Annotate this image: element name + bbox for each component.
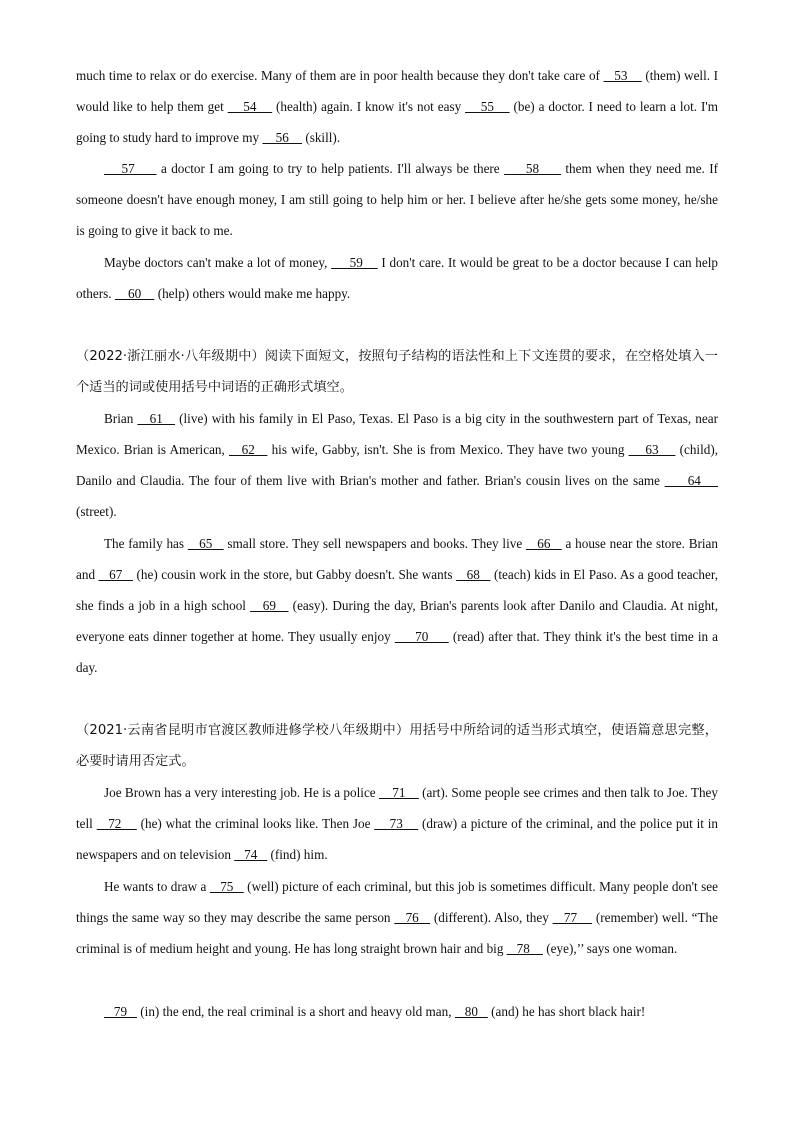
passage-text: Joe Brown has a very interesting job. He is a police [104,785,379,800]
answer-blank: 77 [552,910,593,925]
passage-text: (child), Danilo and Claudia. The four of them live with Brian's mother and father. Brian's cousin lives on the same [76,442,719,488]
answer-blank: 78 [506,941,543,956]
passage-text: Brian [104,411,138,426]
passage-text: (skill). [302,130,341,145]
s3-header: （2021·云南省昆明市官渡区教师进修学校八年级期中）用括号中所给词的适当形式填空，使语篇意思完整，必要时请用否定式。 [76,723,718,769]
passage-text: (and) he has short black hair! [487,1004,646,1019]
answer-blank: 65 [187,536,224,551]
passage-text: (different). Also, they [430,910,553,925]
s1-paragraph-3 [76,247,718,309]
passage-text: (remember) well. “The criminal is of medium height and young. He has long straight brown hair and big [76,910,718,956]
answer-blank: 62 [229,442,268,457]
passage-text: (eye),’’ says one woman. [542,941,678,956]
passage-text: He wants to draw a [104,879,210,894]
passage-text: (art). Some people see crimes and then talk to Joe. They tell [76,785,718,831]
passage-text: (well) picture of each criminal, but this job is sometimes difficult. Many people don't see things the same way so they may describe the same person [76,879,718,925]
passage-text: (easy). During the day, Brian's parents look after Danilo and Claudia. At night, everyone eats dinner together at home. They usually enjoy [76,598,718,644]
answer-blank: 68 [456,567,491,582]
s2-paragraph-1 [76,403,718,527]
answer-blank: 66 [525,536,562,551]
s3-paragraph-3 [76,996,718,1027]
passage-text: small store. They sell newspapers and books. They live [223,536,526,551]
answer-blank: 71 [378,785,419,800]
passage-text: (find) him. [267,847,328,862]
s1-paragraph-2 [76,153,718,246]
passage-text: a doctor I am going to try to help patients. I'll always be there [156,161,505,176]
answer-blank: 79 [104,1004,137,1019]
answer-blank: 74 [234,847,268,862]
passage-text: I don't care. It would be great to be a doctor because I can help others. [76,255,718,301]
passage-text: (in) the end, the real criminal is a short and heavy old man, [136,1004,455,1019]
s1-paragraph-1 [76,60,718,153]
passage-text: (he) cousin work in the store, but Gabby doesn't. She wants [132,567,457,582]
answer-blank: 54 [227,99,273,114]
passage-text: (help) others would make me happy. [154,286,351,301]
passage-text: The family has [104,536,188,551]
answer-blank: 73 [374,816,419,831]
answer-blank: 53 [603,68,642,83]
passage-text: (them) well. I would like to help them get [76,68,719,114]
passage-text: (street). [76,504,117,519]
passage-text: (he) what the criminal looks like. Then Joe [136,816,375,831]
answer-blank: 55 [465,99,510,114]
passage-text: (teach) kids in El Paso. As a good teacher, she finds a job in a high school [76,567,719,613]
passage-text: much time to relax or do exercise. Many of them are in poor health because they don't take care of [76,68,604,83]
passage-text: them when they need me. If someone doesn't have enough money, I am still going to help him or her. I believe after he/she gets some money, he/she is going to give it back to me. [76,161,719,238]
s2-paragraph-2 [76,528,718,683]
answer-blank: 72 [96,816,137,831]
answer-blank: 70 [394,629,449,644]
answer-blank: 76 [394,910,431,925]
answer-blank: 64 [664,473,718,488]
answer-blank: 59 [331,255,378,270]
answer-blank: 61 [137,411,176,426]
passage-text: (health) again. I know it's not easy [272,99,466,114]
passage-text: Maybe doctors can't make a lot of money, [104,255,332,270]
answer-blank: 80 [454,1004,488,1019]
passage-text: (be) a doctor. I need to learn a lot. I'm going to study hard to improve my [76,99,719,145]
answer-blank: 58 [504,161,562,176]
passage-text: (live) with his family in El Paso, Texas. El Paso is a big city in the southwestern part of Texas, near Mexico. Brian is American, [76,411,718,457]
passage-text: his wife, Gabby, isn't. She is from Mexico. They have two young [267,442,629,457]
answer-blank: 69 [250,598,289,613]
answer-blank: 56 [262,130,303,145]
answer-blank: 57 [104,161,157,176]
answer-blank: 67 [98,567,133,582]
passage-text: (read) after that. They think it's the best time in a day. [76,629,719,675]
s3-paragraph-1 [76,777,718,870]
passage-text: (draw) a picture of the criminal, and the police put it in newspapers and on television [76,816,718,862]
s2-header: （2022·浙江丽水·八年级期中）阅读下面短文，按照句子结构的语法性和上下文连贯的要求，在空格处填入一个适当的词或使用括号中词语的正确形式填空。 [76,349,718,395]
answer-blank: 60 [114,286,155,301]
answer-blank: 75 [209,879,244,894]
s3-paragraph-2 [76,871,718,964]
passage-text: a house near the store. Brian and [76,536,719,582]
answer-blank: 63 [628,442,676,457]
